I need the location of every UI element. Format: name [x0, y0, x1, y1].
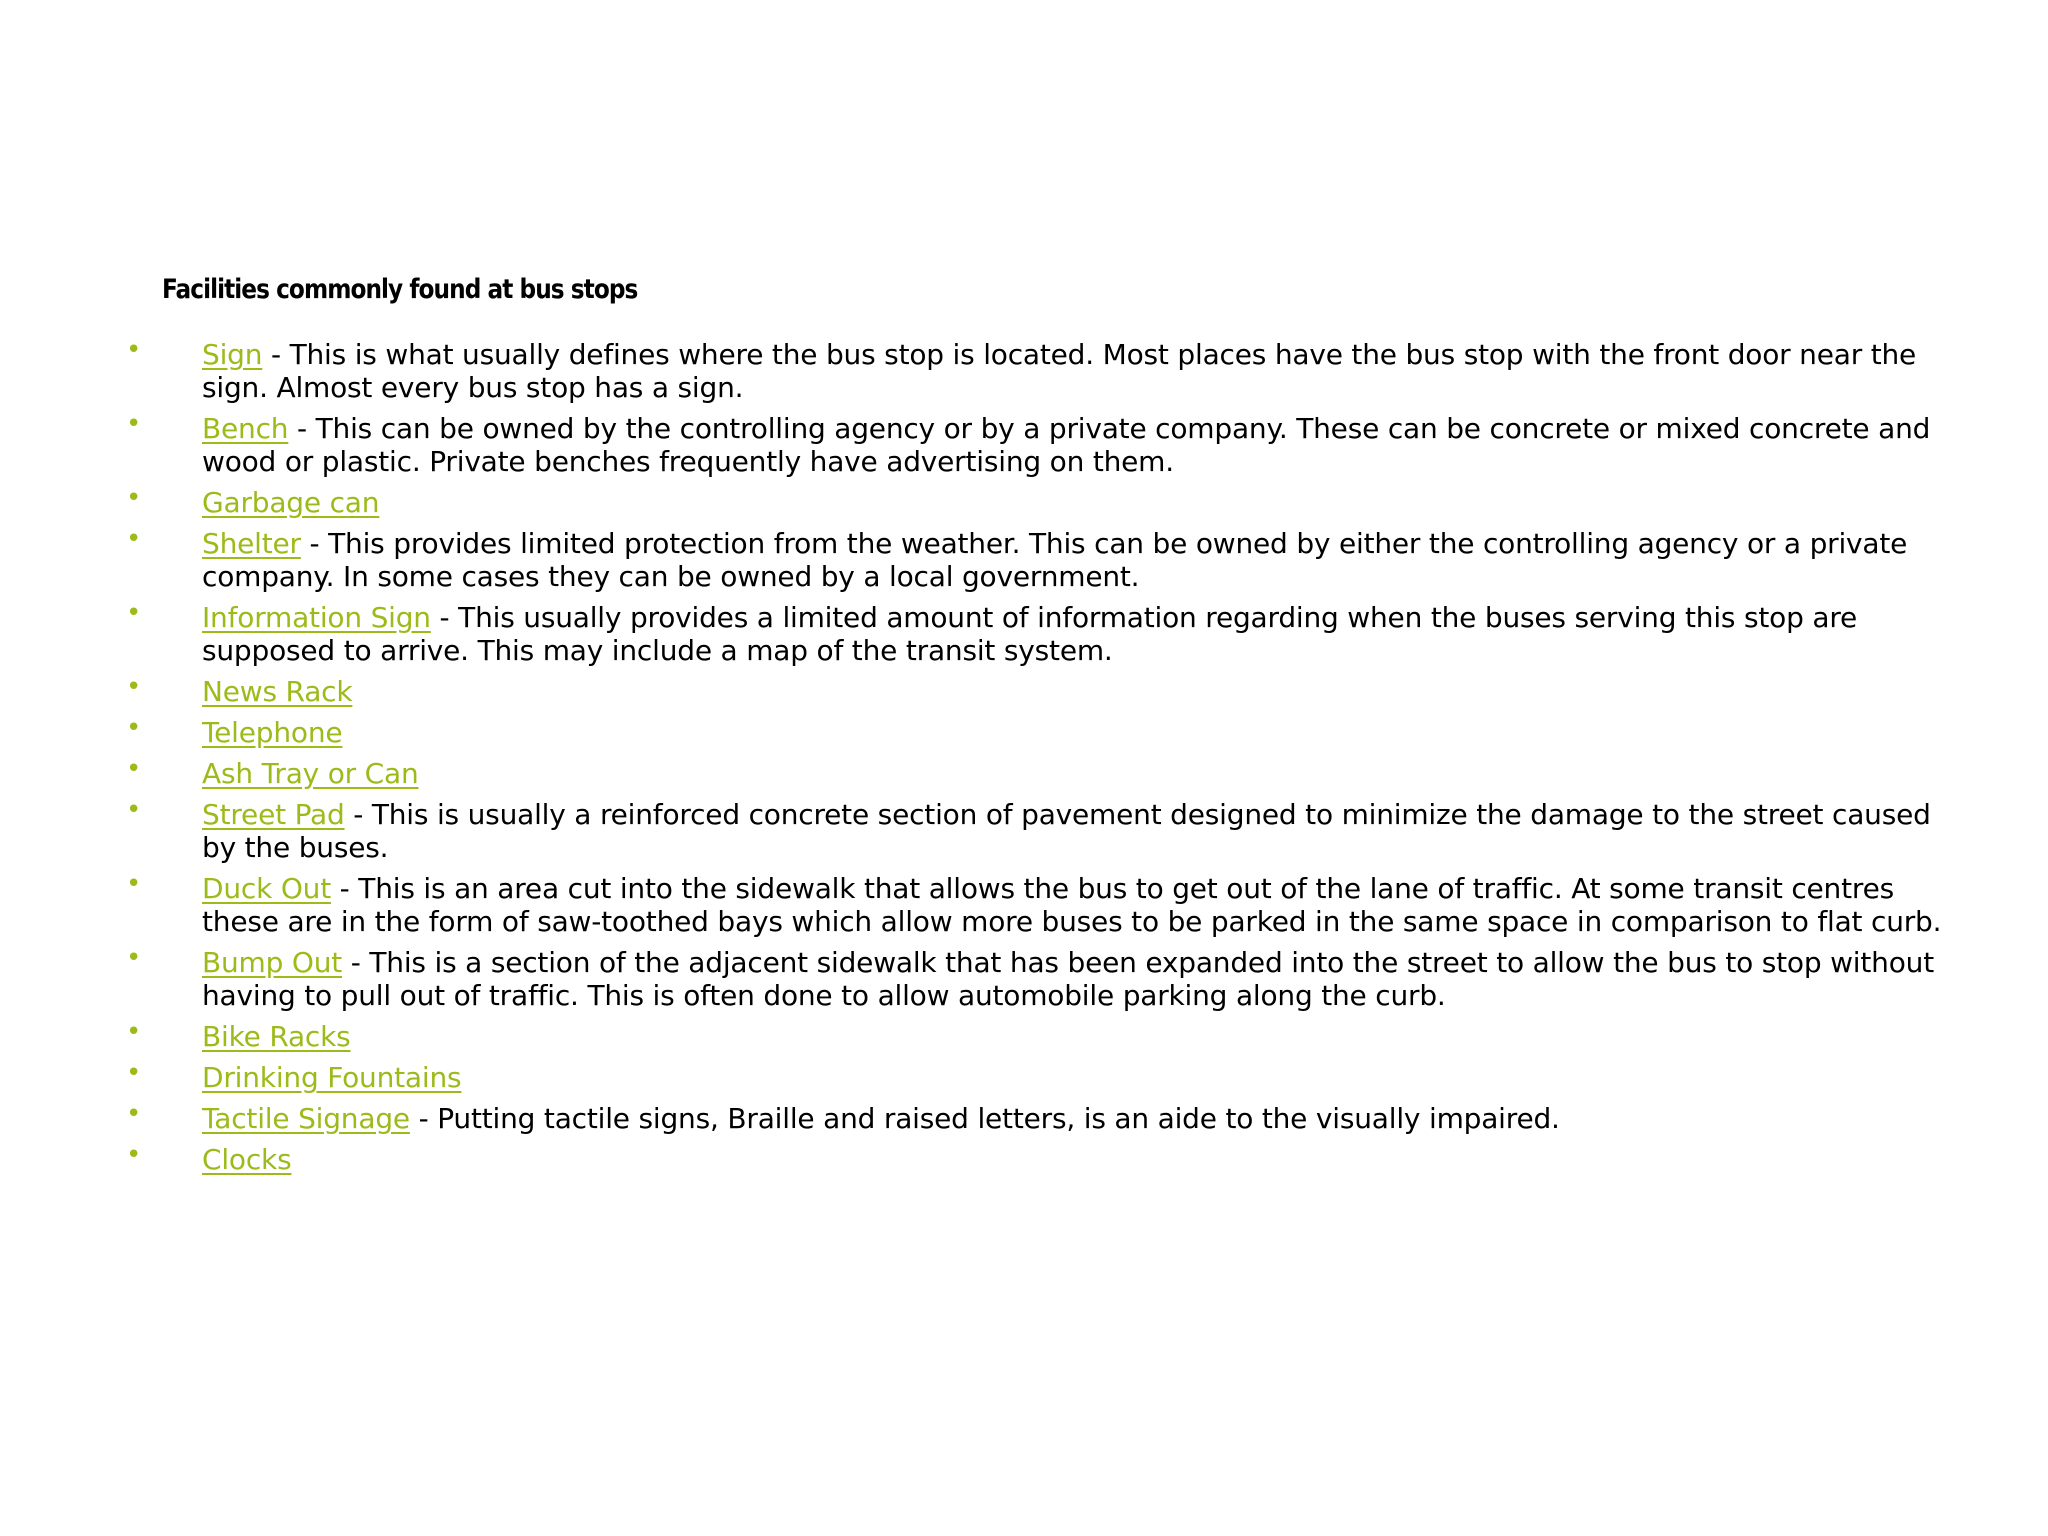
- list-item: [0, 598, 2048, 667]
- facility-description: - This is what usually defines where the bus stop is located. Most places have the bus stop with the front door near the sign. Almost every bus stop has a sign.: [202, 338, 1917, 404]
- bullet-icon: •: [126, 524, 142, 554]
- facility-link[interactable]: Garbage can: [202, 486, 380, 519]
- facility-link[interactable]: Sign: [202, 338, 263, 371]
- bullet-icon: •: [126, 335, 142, 365]
- list-item: [0, 1017, 2048, 1053]
- facility-link[interactable]: Information Sign: [202, 601, 431, 634]
- facility-link[interactable]: Bump Out: [202, 946, 343, 979]
- bullet-icon: •: [126, 795, 142, 825]
- facility-link[interactable]: Drinking Fountains: [202, 1061, 462, 1094]
- list-item: [0, 1099, 2048, 1135]
- list-item: [0, 335, 2048, 404]
- list-item: [0, 1058, 2048, 1094]
- list-item: [0, 672, 2048, 708]
- bullet-icon: •: [126, 713, 142, 743]
- bullet-icon: •: [126, 869, 142, 899]
- list-item: [0, 409, 2048, 478]
- list-item: [0, 869, 2048, 938]
- bullet-icon: •: [126, 1140, 142, 1170]
- bullet-icon: •: [126, 598, 142, 628]
- facility-link[interactable]: Bench: [202, 412, 289, 445]
- facility-link[interactable]: News Rack: [202, 675, 353, 708]
- bullet-icon: •: [126, 754, 142, 784]
- list-item: [0, 483, 2048, 519]
- list-item: [0, 713, 2048, 749]
- bullet-icon: •: [126, 483, 142, 513]
- facility-description: - This is usually a reinforced concrete section of pavement designed to minimize the damage to the street caused by the buses.: [202, 798, 1931, 864]
- bullet-icon: •: [126, 672, 142, 702]
- facility-link[interactable]: Duck Out: [202, 872, 331, 905]
- bullet-icon: •: [126, 409, 142, 439]
- list-item: [0, 795, 2048, 864]
- facility-link[interactable]: Clocks: [202, 1143, 292, 1176]
- facility-link[interactable]: Street Pad: [202, 798, 345, 831]
- list-item: [0, 943, 2048, 1012]
- facility-link[interactable]: Telephone: [202, 716, 343, 749]
- bullet-icon: •: [126, 943, 142, 973]
- facility-description: - This can be owned by the controlling agency or by a private company. These can be concrete or mixed concrete and wood or plastic. Private benches frequently have advertising on them.: [202, 412, 1931, 478]
- facility-link[interactable]: Bike Racks: [202, 1020, 351, 1053]
- facility-list: [0, 335, 2048, 1184]
- facility-description: - Putting tactile signs, Braille and raised letters, is an aide to the visually impaired.: [409, 1102, 1560, 1135]
- facility-link[interactable]: Ash Tray or Can: [202, 757, 419, 790]
- bullet-icon: •: [126, 1017, 142, 1047]
- list-item: [0, 754, 2048, 790]
- facility-description: - This is a section of the adjacent sidewalk that has been expanded into the street to allow the bus to stop without having to pull out of traffic. This is often done to allow automobile parking along the curb.: [202, 946, 1934, 1012]
- facility-link[interactable]: Shelter: [202, 527, 301, 560]
- list-item: [0, 524, 2048, 593]
- slide-title: Facilities commonly found at bus stops: [162, 274, 638, 305]
- facility-link[interactable]: Tactile Signage: [202, 1102, 410, 1135]
- facility-description: - This usually provides a limited amount of information regarding when the buses serving this stop are supposed to arrive. This may include a map of the transit system.: [202, 601, 1858, 667]
- bullet-icon: •: [126, 1099, 142, 1129]
- bullet-icon: •: [126, 1058, 142, 1088]
- facility-description: - This provides limited protection from the weather. This can be owned by either the controlling agency or a private company. In some cases they can be owned by a local government.: [202, 527, 1908, 593]
- list-item: [0, 1140, 2048, 1176]
- facility-description: - This is an area cut into the sidewalk that allows the bus to get out of the lane of traffic. At some transit centres these are in the form of saw-toothed bays which allow more buses to be parked in the same space in comparison to flat curb.: [202, 872, 1942, 938]
